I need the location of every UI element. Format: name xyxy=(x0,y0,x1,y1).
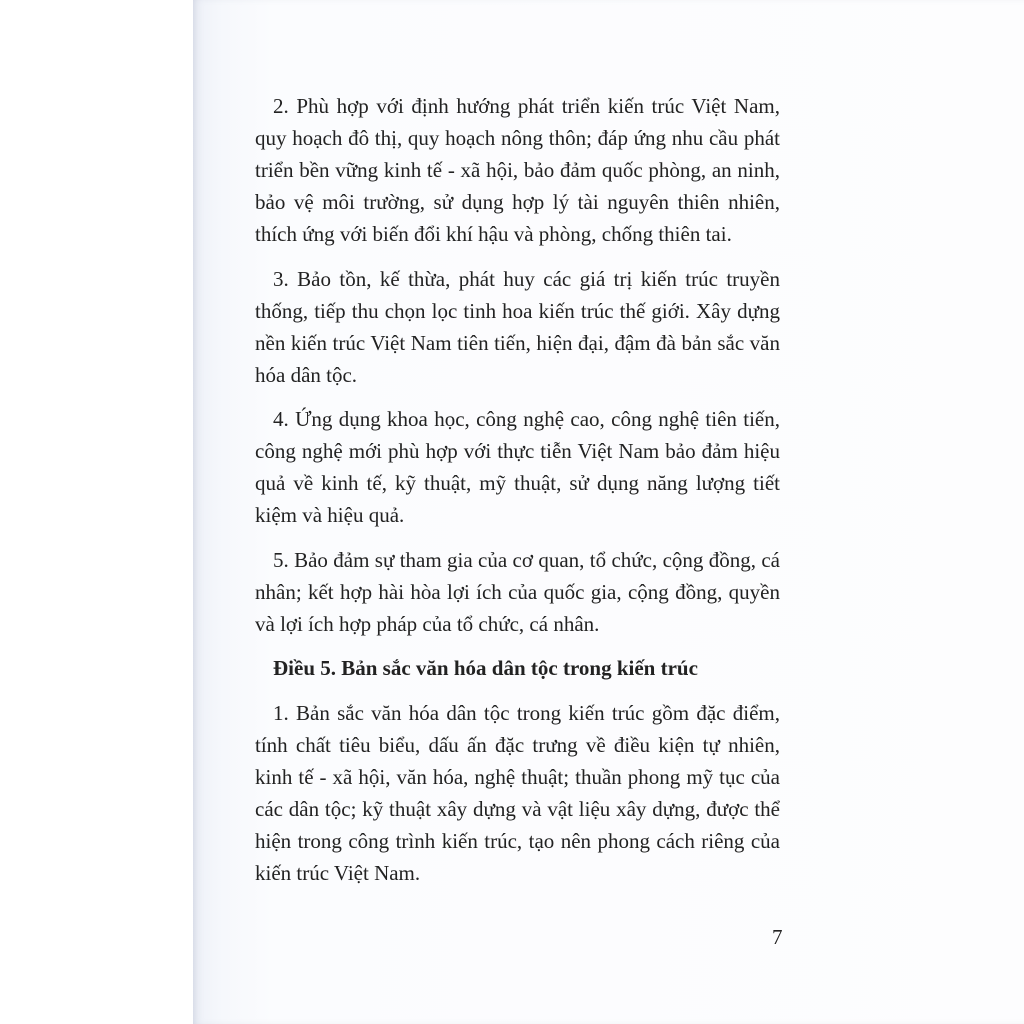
body-text xyxy=(255,90,780,901)
article-5-heading: Điều 5. Bản sắc văn hóa dân tộc trong kiến trúc xyxy=(273,656,698,680)
paragraph-item-3: 3. Bảo tồn, kế thừa, phát huy các giá trị kiến trúc truyền thống, tiếp thu chọn lọc tinh hoa kiến trúc thế giới. Xây dựng nền kiến trúc Việt Nam tiên tiến, hiện đại, đậm đà bản sắc văn hóa dân tộc. xyxy=(255,266,780,387)
paragraph-item-2: 2. Phù hợp với định hướng phát triển kiến trúc Việt Nam, quy hoạch đô thị, quy hoạch nông thôn; đáp ứng nhu cầu phát triển bền vững kinh tế - xã hội, bảo đảm quốc phòng, an ninh, bảo vệ môi trường, sử dụng hợp lý tài nguyên thiên nhiên, thích ứng với biến đổi khí hậu và phòng, chống thiên tai. xyxy=(255,94,780,246)
paragraph-item-5: 5. Bảo đảm sự tham gia của cơ quan, tổ chức, cộng đồng, cá nhân; kết hợp hài hòa lợi ích của quốc gia, cộng đồng, quyền và lợi ích hợp pháp của tổ chức, cá nhân. xyxy=(255,547,780,636)
page-number: 7 xyxy=(772,925,783,949)
paragraph-item-4: 4. Ứng dụng khoa học, công nghệ cao, công nghệ tiên tiến, công nghệ mới phù hợp với thực tiễn Việt Nam bảo đảm hiệu quả về kinh tế, kỹ thuật, mỹ thuật, sử dụng năng lượng tiết kiệm và hiệu quả. xyxy=(255,407,780,527)
article-5-paragraph-1: 1. Bản sắc văn hóa dân tộc trong kiến trúc gồm đặc điểm, tính chất tiêu biểu, dấu ấn đặc trưng về điều kiện tự nhiên, kinh tế - xã hội, văn hóa, nghệ thuật; thuần phong mỹ tục của các dân tộc; kỹ thuật xây dựng và vật liệu xây dựng, được thể hiện trong công trình kiến trúc, tạo nên phong cách riêng của kiến trúc Việt Nam. xyxy=(255,700,780,885)
